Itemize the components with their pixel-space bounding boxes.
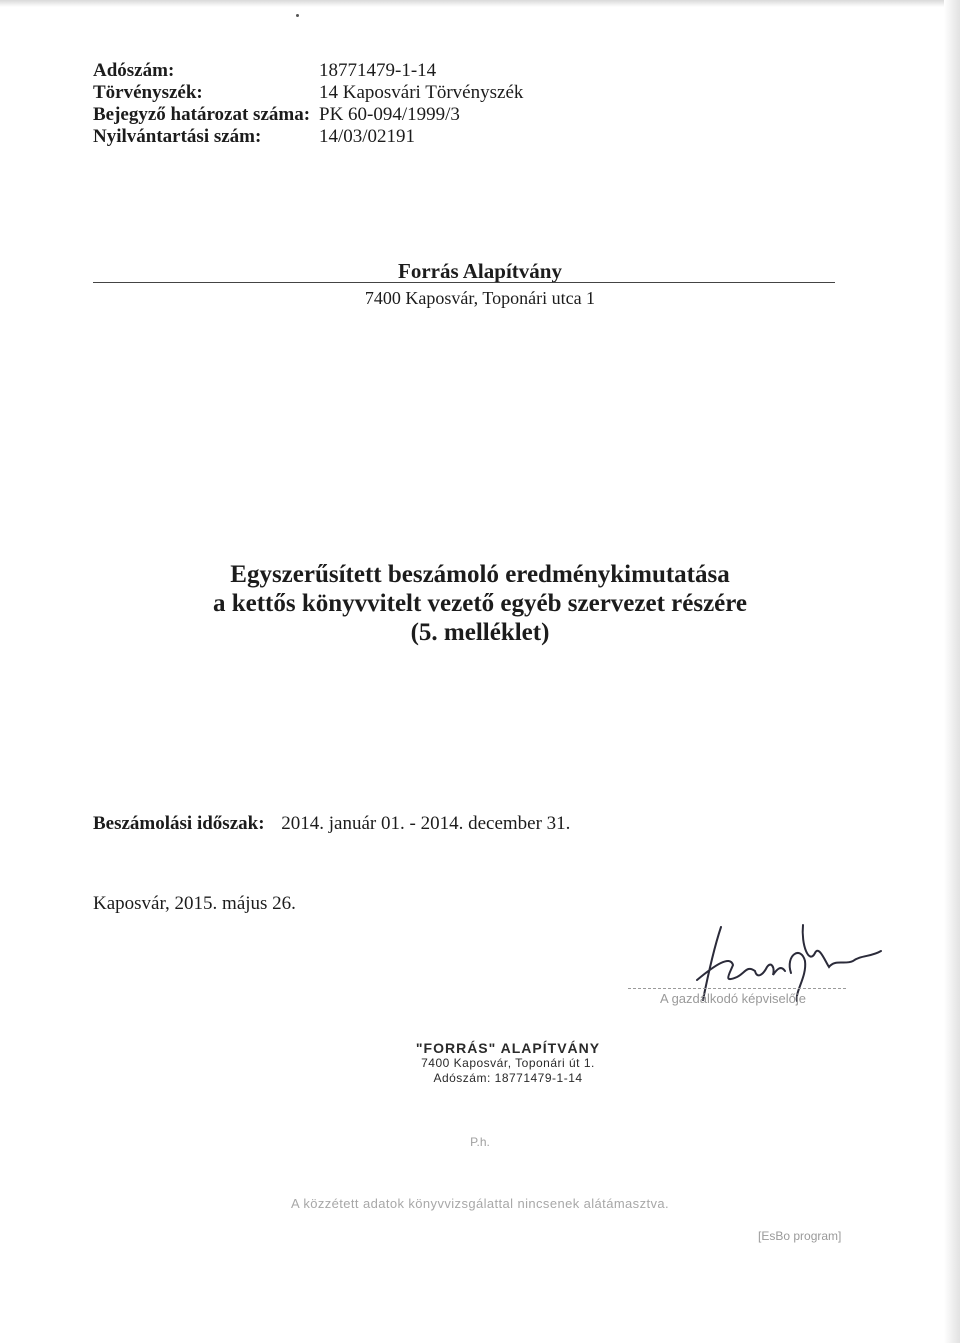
report-title-line-3: (5. melléklet) (410, 619, 550, 646)
organization-divider (93, 282, 835, 283)
software-label: [EsBo program] (758, 1229, 842, 1243)
reporting-period-label: Beszámolási időszak: (93, 813, 265, 834)
stamp-tax-id: Adószám: 18771479-1-14 (433, 1071, 583, 1085)
audit-disclaimer: A közzétett adatok könyvvizsgálattal nincsenek alátámasztva. (290, 1196, 670, 1211)
tax-number-label: Adószám: (93, 60, 175, 81)
organization-name-wrap (0, 258, 960, 284)
registration-decision-label: Bejegyző határozat száma: (93, 104, 311, 125)
registration-decision-value: PK 60-094/1999/3 (319, 104, 460, 125)
court-label: Törvényszék: (93, 82, 203, 103)
organization-address: 7400 Kaposvár, Toponári utca 1 (364, 288, 596, 308)
register-number-value: 14/03/02191 (319, 126, 416, 147)
signature-label: A gazdálkodó képviselője (660, 991, 806, 1006)
stamp-name: "FORRÁS" ALAPÍTVÁNY (415, 1040, 601, 1056)
report-title-line-1: Egyszerűsített beszámoló eredménykimutatása (230, 561, 730, 588)
signature-line (628, 988, 846, 989)
registration-block (93, 60, 523, 148)
seal-placeholder-label: P.h. (470, 1135, 490, 1149)
court-value: 14 Kaposvári Törvényszék (319, 82, 524, 103)
tax-number-value: 18771479-1-14 (319, 60, 437, 81)
register-number-row (93, 126, 523, 148)
organization-name: Forrás Alapítvány (398, 259, 562, 283)
place-and-date: Kaposvár, 2015. május 26. (93, 893, 296, 914)
register-number-label: Nyilvántartási szám: (93, 126, 262, 147)
reporting-period (93, 813, 570, 835)
reporting-period-value: 2014. január 01. - 2014. december 31. (281, 813, 571, 834)
scan-edge-top (0, 0, 960, 7)
tax-number-row (93, 60, 523, 82)
report-title-line-2: a kettős könyvvitelt vezető egyéb szervezet részére (212, 590, 748, 617)
scan-speck (296, 14, 299, 17)
organization-stamp (398, 1040, 618, 1086)
report-title (0, 560, 960, 647)
court-row (93, 82, 523, 104)
stamp-address: 7400 Kaposvár, Toponári út 1. (421, 1056, 595, 1070)
registration-decision-row (93, 104, 523, 126)
